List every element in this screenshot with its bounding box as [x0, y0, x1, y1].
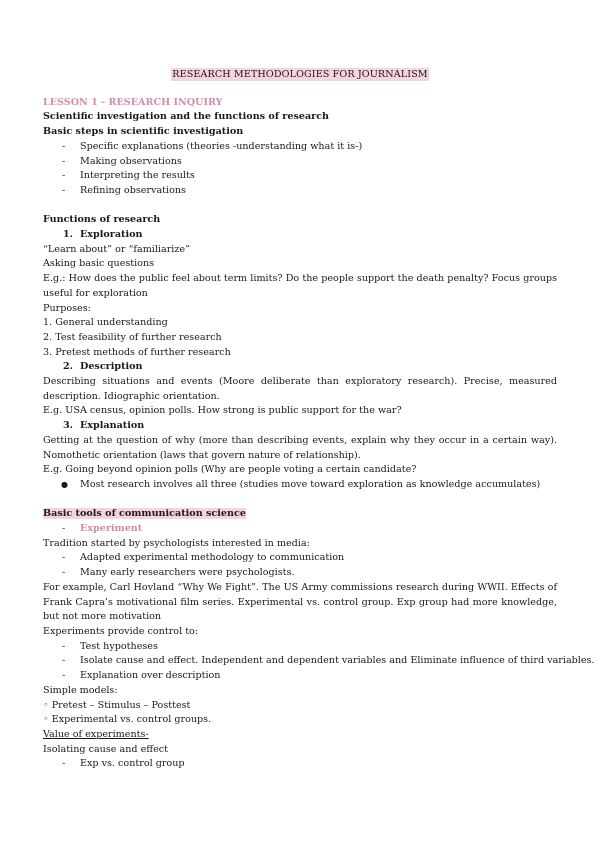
value-label: Value of experiments- — [43, 728, 149, 740]
section-heading: Scientific investigation and the functions of research — [43, 111, 330, 123]
bullet-item: ● Most research involves all three (studies move toward exploration as knowledge accumulates) — [61, 478, 541, 490]
models-label: Simple models: — [43, 684, 118, 696]
list-item: - Adapted experimental methodology to communication — [62, 552, 345, 564]
list-item: - Test hypotheses — [62, 640, 158, 652]
experiment-heading: - Experiment — [62, 523, 143, 535]
purpose-item: 3. Pretest methods of further research — [43, 346, 231, 358]
list-item: - Exp vs. control group — [62, 758, 185, 770]
basic-steps-heading: Basic steps in scientific investigation — [43, 126, 244, 138]
list-item: - Many early researchers were psychologists. — [62, 567, 295, 579]
list-item: - Refining observations — [62, 184, 186, 196]
list-item: - Explanation over description — [62, 670, 221, 682]
tools-heading: Basic tools of communication science — [43, 508, 246, 520]
experiment-example: For example, Carl Hovland “Why We Fight”. The US Army commissions research during WWII. Effects of Frank Capra’s motivational film series. Experimental vs. control group. Exp group had more knowledge, but not more motivation — [43, 581, 557, 623]
model-item: ◦ Experimental vs. control groups. — [43, 714, 212, 726]
functions-heading: Functions of research — [43, 214, 161, 226]
list-item: - Specific explanations (theories -understanding what it is-) — [62, 140, 363, 152]
exploration-heading: 1. Exploration — [63, 229, 143, 241]
explanation-example: E.g. Going beyond opinion polls (Why are people voting a certain candidate? — [43, 464, 417, 476]
document-title: RESEARCH METHODOLOGIES FOR JOURNALISM — [172, 69, 428, 80]
document-page — [43, 68, 595, 772]
exploration-example: E.g.: How does the public feel about term limits? Do the people support the death penalty? Focus groups useful for exploration — [43, 273, 557, 299]
lesson-heading: LESSON 1 - RESEARCH INQUIRY — [43, 96, 223, 108]
list-item: - Making observations — [62, 155, 182, 167]
description-text: Describing situations and events (Moore deliberate than exploratory research). Precise, measured description. Idiographic orientation. — [43, 376, 557, 402]
purpose-item: 1. General understanding — [43, 317, 168, 329]
list-item: - Isolate cause and effect. Independent and dependent variables and Eliminate influence of third variables. — [62, 655, 595, 667]
description-heading: 2. Description — [63, 361, 143, 373]
control-intro: Experiments provide control to: — [43, 625, 199, 637]
model-item: ◦ Pretest – Stimulus – Posttest — [43, 699, 191, 711]
explanation-text: Getting at the question of why (more than describing events, explain why they occur in a certain way). Nomothetic orientation (laws that govern nature of relationship). — [43, 434, 557, 461]
value-line: Isolating cause and effect — [43, 743, 168, 755]
title-row — [43, 68, 557, 83]
description-example: E.g. USA census, opinion polls. How strong is public support for the war? — [43, 405, 402, 417]
experiment-intro: Tradition started by psychologists interested in media: — [43, 537, 310, 549]
explanation-heading: 3. Explanation — [63, 420, 145, 432]
list-item: - Interpreting the results — [62, 170, 195, 182]
purpose-item: 2. Test feasibility of further research — [43, 331, 222, 343]
purposes-label: Purposes: — [43, 302, 91, 314]
text-line: Asking basic questions — [43, 258, 155, 270]
text-line: “Learn about” or “familiarize” — [43, 243, 191, 255]
